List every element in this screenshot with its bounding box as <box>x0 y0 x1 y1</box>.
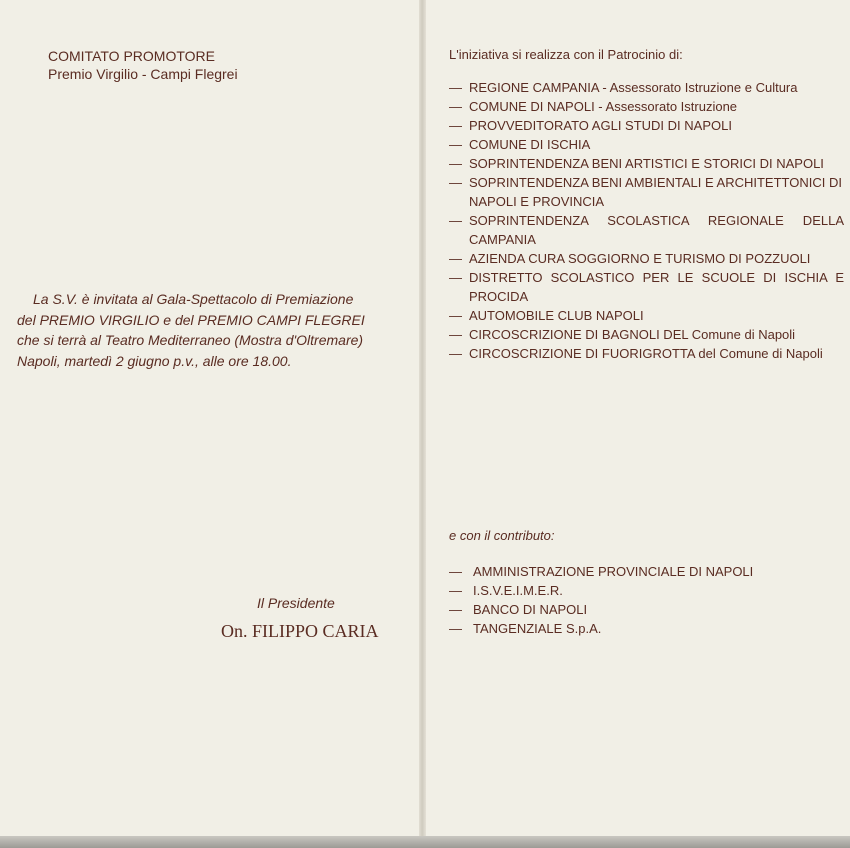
dash-icon: — <box>449 251 462 266</box>
patron-text: SOPRINTENDENZA BENI ARTISTICI E STORICI DI NAPOLI <box>469 156 824 171</box>
dash-icon: — <box>449 602 462 617</box>
committee-subtitle: Premio Virgilio - Campi Flegrei <box>48 66 238 82</box>
left-panel <box>0 0 420 836</box>
patron-item <box>449 173 844 211</box>
dash-icon: — <box>449 156 462 171</box>
patron-text: COMUNE DI ISCHIA <box>469 137 591 152</box>
invitation-text <box>17 289 389 371</box>
patron-item <box>449 249 844 268</box>
committee-title: COMITATO PROMOTORE <box>48 48 215 64</box>
patron-item <box>449 135 844 154</box>
invitation-line: che si terrà al Teatro Mediterraneo (Mostra d'Oltremare) <box>17 332 364 348</box>
patron-text: CIRCOSCRIZIONE DI BAGNOLI DEL Comune di Napoli <box>469 327 796 342</box>
dash-icon: — <box>449 346 462 361</box>
patronage-list <box>449 78 844 363</box>
patron-item <box>449 97 844 116</box>
invitation-line: Napoli, martedì 2 giugno p.v., alle ore 18.00. <box>17 352 292 369</box>
patron-text: PROVVEDITORATO AGLI STUDI DI NAPOLI <box>469 118 732 133</box>
dash-icon: — <box>449 99 462 114</box>
patron-text: COMUNE DI NAPOLI - Assessorato Istruzione <box>469 99 738 114</box>
contribution-intro: e con il contributo: <box>449 528 555 543</box>
dash-icon: — <box>449 213 462 228</box>
contributor-item <box>449 581 829 600</box>
dash-icon: — <box>449 137 462 152</box>
patron-item <box>449 325 844 344</box>
dash-icon: — <box>449 308 462 323</box>
invitation-line: del PREMIO VIRGILIO e del PREMIO CAMPI FLEGREI <box>17 311 365 328</box>
contributor-item <box>449 600 829 619</box>
patron-text: CIRCOSCRIZIONE DI FUORIGROTTA del Comune di Napoli <box>469 346 823 361</box>
center-fold <box>419 0 426 836</box>
contributor-text: AMMINISTRAZIONE PROVINCIALE DI NAPOLI <box>473 564 754 579</box>
contributor-text: I.S.V.E.I.M.E.R. <box>473 583 563 598</box>
patron-text: REGIONE CAMPANIA - Assessorato Istruzione e Cultura <box>469 80 798 95</box>
dash-icon: — <box>449 175 462 190</box>
contributor-text: BANCO DI NAPOLI <box>473 602 588 617</box>
patron-text: SOPRINTENDENZA SCOLASTICA REGIONALE DELLA CAMPANIA <box>469 213 844 247</box>
patron-item <box>449 344 844 363</box>
dash-icon: — <box>449 583 462 598</box>
patron-text: DISTRETTO SCOLASTICO PER LE SCUOLE DI ISCHIA E PROCIDA <box>469 270 844 304</box>
president-name: On. FILIPPO CARIA <box>221 621 379 641</box>
dash-icon: — <box>449 80 462 95</box>
dash-icon: — <box>449 118 462 133</box>
president-role: Il Presidente <box>257 595 335 611</box>
patron-item <box>449 78 844 97</box>
patron-text: AUTOMOBILE CLUB NAPOLI <box>469 308 644 323</box>
contributor-item <box>449 619 829 638</box>
patronage-intro: L'iniziativa si realizza con il Patrocinio di: <box>449 47 683 62</box>
patron-item <box>449 116 844 135</box>
contributor-text: TANGENZIALE S.p.A. <box>473 621 602 636</box>
patron-text: SOPRINTENDENZA BENI AMBIENTALI E ARCHITETTONICI DI NAPOLI E PROVINCIA <box>469 175 842 209</box>
patron-text: AZIENDA CURA SOGGIORNO E TURISMO DI POZZUOLI <box>469 251 811 266</box>
dash-icon: — <box>449 270 462 285</box>
dash-icon: — <box>449 564 462 579</box>
contributor-item <box>449 562 829 581</box>
committee-block <box>48 47 238 83</box>
invitation-line: La S.V. è invitata al Gala-Spettacolo di Premiazione <box>33 291 354 307</box>
bottom-edge <box>0 836 850 848</box>
patron-item <box>449 306 844 325</box>
patron-item <box>449 268 844 306</box>
patron-item <box>449 154 844 173</box>
dash-icon: — <box>449 327 462 342</box>
dash-icon: — <box>449 621 462 636</box>
patron-item <box>449 211 844 249</box>
contribution-list <box>449 562 829 638</box>
